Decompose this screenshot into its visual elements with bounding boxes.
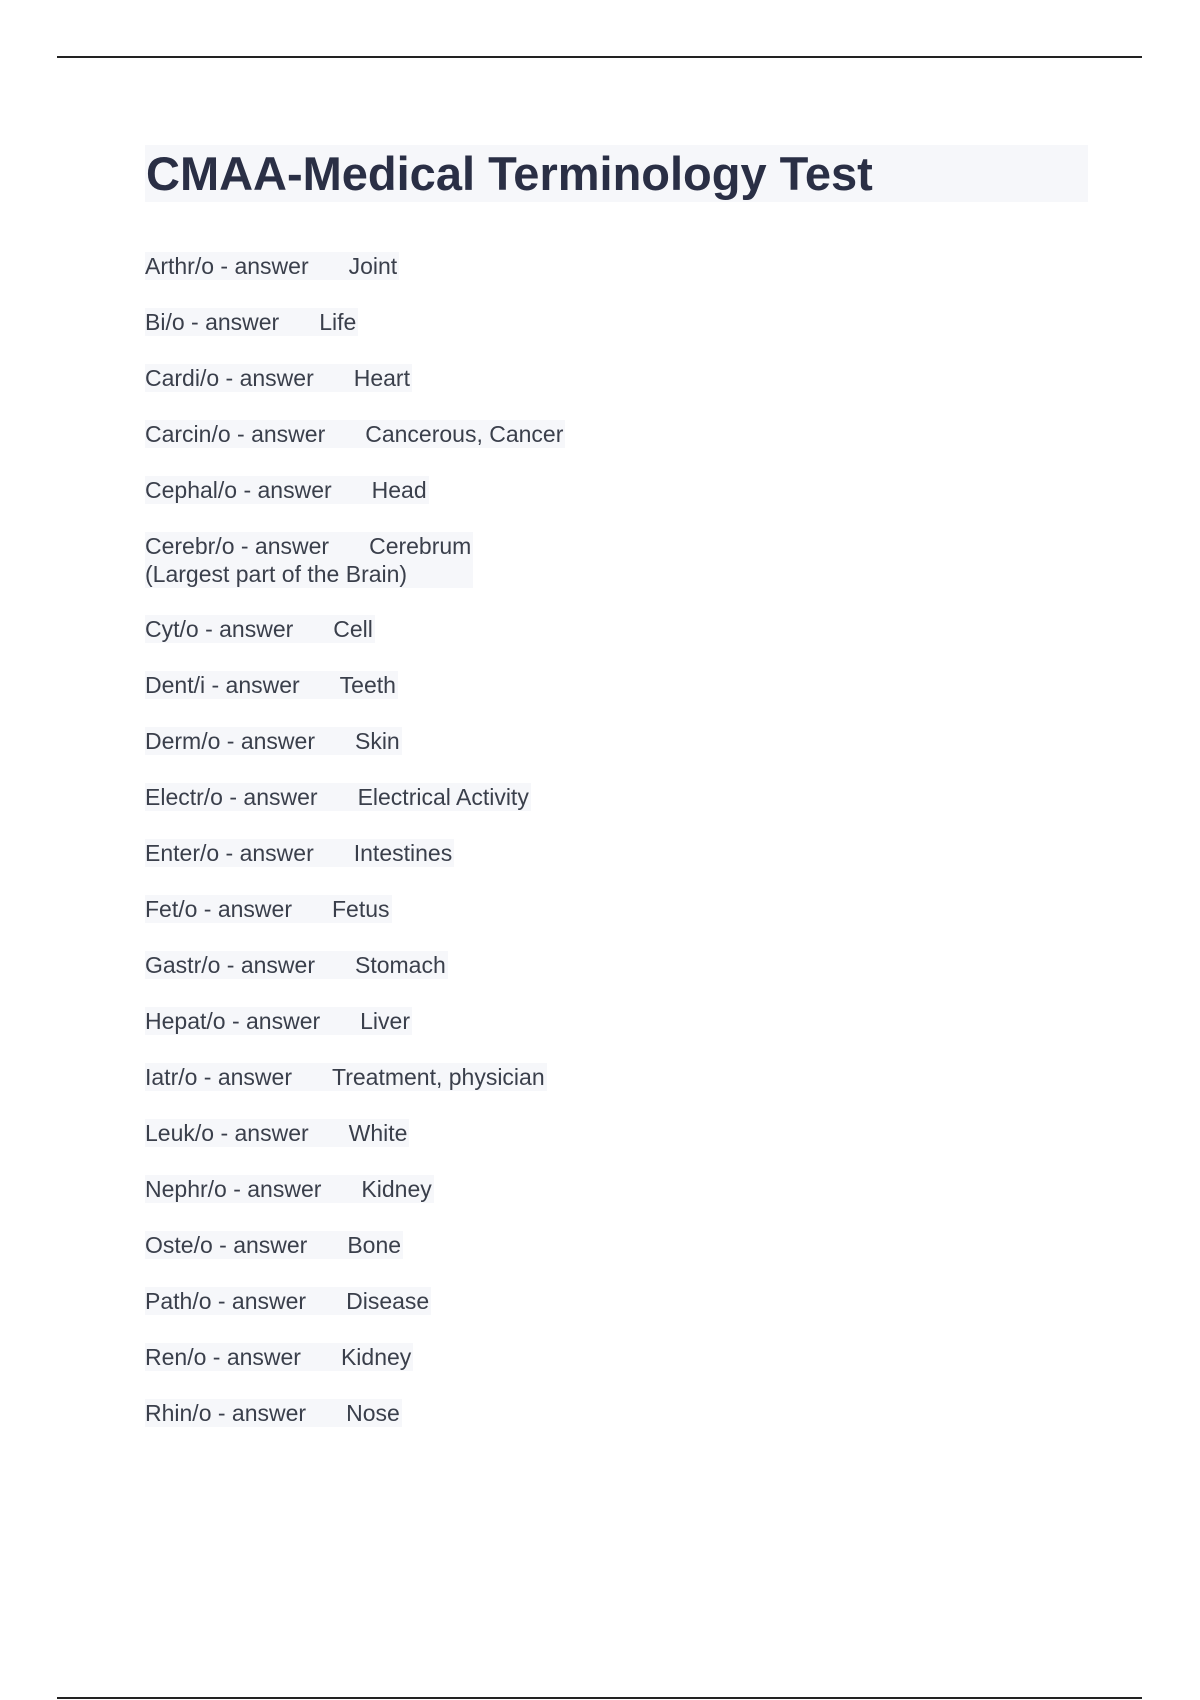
flashcard [145, 532, 473, 588]
term-text: Ren/o - answer [145, 1344, 301, 1370]
flashcard [145, 364, 412, 392]
term-text: Derm/o - answer [145, 728, 315, 754]
list-item [145, 895, 1085, 923]
flashcard [145, 839, 454, 867]
list-item [145, 252, 1085, 280]
list-item [145, 727, 1085, 755]
definition-text: Electrical Activity [357, 784, 529, 810]
definition-text: Bone [347, 1232, 402, 1258]
definition-text: Cell [333, 616, 373, 642]
flashcard [145, 951, 448, 979]
term-list [145, 252, 1085, 1455]
list-item [145, 839, 1085, 867]
definition-text: Disease [346, 1288, 430, 1314]
definition-text: Treatment, physician [332, 1064, 545, 1090]
term-text: Iatr/o - answer [145, 1064, 292, 1090]
list-item [145, 1231, 1085, 1259]
term-text: Bi/o - answer [145, 309, 280, 335]
list-item [145, 1007, 1085, 1035]
flashcard [145, 1399, 402, 1427]
flashcard [145, 895, 392, 923]
definition-text: Cerebrum [369, 533, 472, 559]
list-item [145, 1287, 1085, 1315]
flashcard [145, 252, 399, 280]
flashcard [145, 1231, 403, 1259]
definition-text: White [348, 1120, 408, 1146]
definition-text: Kidney [361, 1176, 432, 1202]
definition-text: Life [319, 309, 357, 335]
definition-text: Intestines [353, 840, 453, 866]
flashcard [145, 727, 402, 755]
definition-text: Skin [354, 728, 400, 754]
term-text: Hepat/o - answer [145, 1008, 321, 1034]
list-item [145, 1119, 1085, 1147]
term-text: Carcin/o - answer [145, 421, 326, 447]
definition-text: Teeth [339, 672, 396, 698]
term-text: Enter/o - answer [145, 840, 314, 866]
term-text: Dent/i - answer [145, 672, 300, 698]
flashcard [145, 1119, 409, 1147]
list-item [145, 951, 1085, 979]
flashcard [145, 1007, 412, 1035]
list-item [145, 1343, 1085, 1371]
definition-text: Kidney [340, 1344, 412, 1370]
flashcard [145, 1175, 434, 1203]
flashcard [145, 1343, 413, 1371]
list-item [145, 783, 1085, 811]
term-text: Rhin/o - answer [145, 1400, 307, 1426]
term-text: Oste/o - answer [145, 1232, 308, 1258]
definition-text: Liver [360, 1008, 410, 1034]
list-item [145, 420, 1085, 448]
header-rule [57, 56, 1142, 58]
term-text: Path/o - answer [145, 1288, 307, 1314]
list-item [145, 1175, 1085, 1203]
flashcard [145, 1287, 431, 1315]
flashcard [145, 420, 565, 448]
definition-text: Cancerous, Cancer [365, 421, 564, 447]
term-text: Fet/o - answer [145, 896, 292, 922]
list-item [145, 308, 1085, 336]
term-text: Arthr/o - answer [145, 253, 309, 279]
flashcard [145, 671, 398, 699]
list-item [145, 671, 1085, 699]
term-text: Cardi/o - answer [145, 365, 314, 391]
list-item [145, 1399, 1085, 1427]
definition-text: Joint [348, 253, 398, 279]
list-item [145, 615, 1085, 643]
term-text: Leuk/o - answer [145, 1120, 309, 1146]
term-text: Gastr/o - answer [145, 952, 315, 978]
term-text: Nephr/o - answer [145, 1176, 322, 1202]
definition-text: Stomach [355, 952, 446, 978]
term-text: Electr/o - answer [145, 784, 318, 810]
list-item [145, 532, 1085, 588]
definition-text: Heart [353, 365, 410, 391]
definition-text: Head [371, 477, 427, 503]
term-text: Cerebr/o - answer [145, 533, 330, 559]
footer-rule [57, 1697, 1142, 1699]
flashcard [145, 1063, 547, 1091]
list-item [145, 476, 1085, 504]
page-title: CMAA-Medical Terminology Test [146, 147, 873, 200]
term-text: Cephal/o - answer [145, 477, 332, 503]
list-item [145, 364, 1085, 392]
definition-text: Fetus [332, 896, 390, 922]
term-text: Cyt/o - answer [145, 616, 294, 642]
flashcard [145, 308, 358, 336]
flashcard [145, 476, 429, 504]
flashcard [145, 615, 375, 643]
definition-text-line2: (Largest part of the Brain) [145, 561, 408, 587]
list-item [145, 1063, 1085, 1091]
definition-text: Nose [346, 1400, 400, 1426]
flashcard [145, 783, 531, 811]
